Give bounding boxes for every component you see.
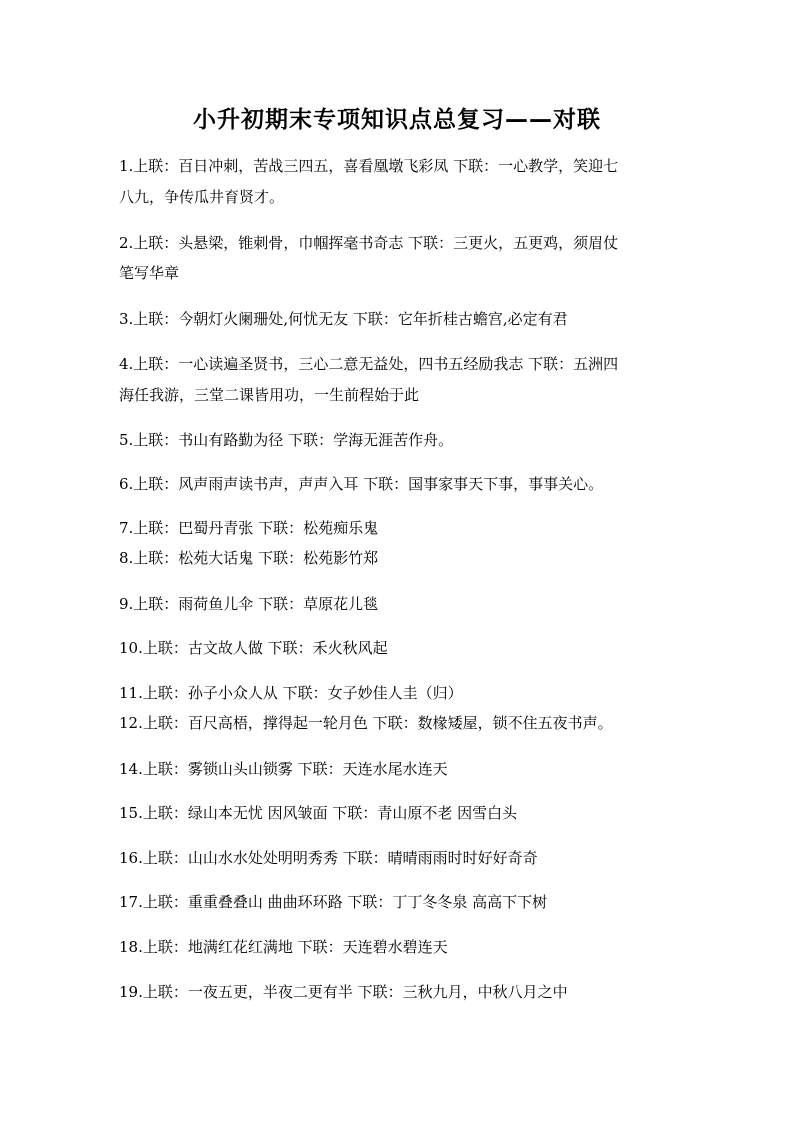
couplet-line-7: 7.上联：巴蜀丹青张 下联：松苑痴乐鬼 [119, 519, 379, 537]
couplet-line-14: 14.上联：雾锁山头山锁雾 下联：天连水尾水连天 [119, 760, 448, 778]
couplet-line-15: 15.上联：绿山本无忧 因风皱面 下联：青山原不老 因雪白头 [119, 804, 518, 822]
couplet-line-4-cont: 海任我游，三堂二课皆用功，一生前程始于此 [119, 386, 420, 404]
couplet-line-8: 8.上联：松苑大话鬼 下联：松苑影竹郑 [119, 549, 379, 567]
couplet-line-12: 12.上联：百尺高梧，撑得起一轮月色 下联：数椽矮屋，锁不住五夜书声。 [119, 714, 613, 732]
couplet-line-2: 2.上联：头悬梁，锥刺骨，巾帼挥毫书奇志 下联：三更火，五更鸡，须眉仗 [119, 234, 619, 252]
couplet-line-10: 10.上联：古文故人做 下联：禾火秋风起 [119, 639, 388, 657]
couplet-line-11: 11.上联：孙子小众人从 下联：女子妙佳人圭（归） [119, 684, 463, 702]
couplet-line-16: 16.上联：山山水水处处明明秀秀 下联：晴晴雨雨时时好好奇奇 [119, 849, 538, 867]
couplet-line-18: 18.上联：地满红花红满地 下联：天连碧水碧连天 [119, 938, 448, 956]
couplet-line-19: 19.上联：一夜五更，半夜二更有半 下联：三秋九月，中秋八月之中 [119, 983, 568, 1001]
couplet-line-17: 17.上联：重重叠叠山 曲曲环环路 下联：丁丁冬冬泉 高高下下树 [119, 893, 548, 911]
couplet-line-6: 6.上联：风声雨声读书声，声声入耳 下联：国事家事天下事，事事关心。 [119, 475, 604, 493]
couplet-line-9: 9.上联：雨荷鱼儿伞 下联：草原花儿毯 [119, 595, 379, 613]
couplet-line-5: 5.上联：书山有路勤为径 下联：学海无涯苦作舟。 [119, 431, 454, 449]
couplet-line-1-cont: 八九，争传瓜井育贤才。 [119, 188, 285, 206]
couplet-line-1: 1.上联：百日冲刺，苦战三四五，喜看凰墩飞彩凤 下联：一心教学，笑迎七 [119, 157, 619, 175]
couplet-line-2-cont: 笔写华章 [119, 264, 180, 282]
couplet-line-3: 3.上联：今朝灯火阑珊处,何忧无友 下联：它年折桂古蟾宫,必定有君 [119, 310, 568, 328]
document-title: 小升初期末专项知识点总复习——对联 [193, 107, 601, 133]
couplet-line-4: 4.上联：一心读遍圣贤书，三心二意无益处，四书五经励我志 下联：五洲四 [119, 355, 619, 373]
